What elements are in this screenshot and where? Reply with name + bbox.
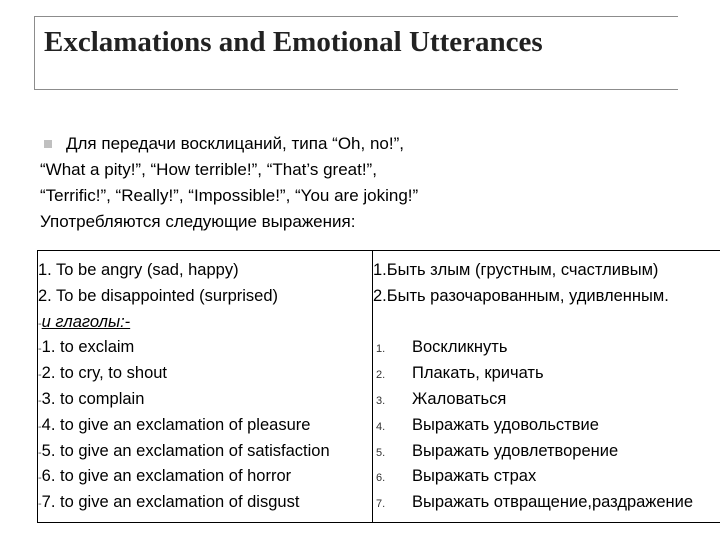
intro-text	[40, 131, 418, 235]
russian-verb-2	[373, 361, 720, 387]
english-verb-6	[38, 464, 372, 490]
english-verb-text: 7. to give an exclamation of disgust	[41, 493, 300, 512]
item-number: 6.	[376, 472, 386, 485]
russian-verb-text: Жаловаться	[412, 389, 507, 408]
english-verb-text: 1. to exclaim	[41, 338, 135, 357]
english-verb-text: 6. to give an exclamation of horror	[41, 467, 292, 486]
russian-verb-text: Выражать удовольствие	[412, 415, 599, 434]
item-number: 4.	[376, 420, 386, 433]
russian-verb-7	[373, 490, 720, 516]
english-column	[38, 251, 373, 523]
russian-verb-4	[373, 413, 720, 439]
title-underline	[34, 89, 678, 90]
intro-line-4: Употребляются следующие выражения:	[40, 212, 356, 231]
english-verb-text: 4. to give an exclamation of pleasure	[41, 415, 311, 434]
russian-adjective-1: 1.Быть злым (грустным, счастливым)	[373, 261, 659, 279]
spacer	[373, 310, 720, 336]
english-verb-7	[38, 490, 372, 516]
english-verb-5	[38, 439, 372, 465]
dash-icon: -	[38, 369, 42, 382]
english-verb-2	[38, 361, 372, 387]
english-verb-text: 5. to give an exclamation of satisfaction	[41, 441, 330, 460]
russian-verb-1	[373, 335, 720, 361]
item-number: 3.	[376, 394, 386, 407]
verbs-heading	[38, 310, 372, 336]
item-number: 2.	[376, 369, 386, 382]
english-verb-text: 3. to complain	[41, 389, 145, 408]
russian-column	[373, 251, 720, 523]
vocabulary-table	[37, 250, 720, 523]
russian-adjective-2: 2.Быть разочарованным, удивленным.	[373, 286, 669, 305]
dash-icon: -	[38, 343, 42, 356]
item-number: 7.	[376, 498, 386, 511]
intro-line-2: “What a pity!”, “How terrible!”, “That’s great!”,	[40, 160, 377, 179]
russian-verb-6	[373, 464, 720, 490]
english-adjective-1: 1. To be angry (sad, happy)	[38, 261, 239, 279]
item-number: 1.	[376, 343, 386, 356]
russian-verb-text: Выражать страх	[412, 467, 537, 486]
english-adjective-2: 2. To be disappointed (surprised)	[38, 286, 279, 305]
english-verb-3	[38, 387, 372, 413]
russian-verb-text: Плакать, кричать	[412, 364, 544, 383]
dash-icon: -	[38, 498, 42, 511]
dash-icon: -	[38, 472, 42, 485]
item-number: 5.	[376, 446, 386, 459]
dash-icon: -	[38, 420, 42, 433]
intro-line-1	[40, 131, 418, 157]
intro-lead: Для передачи восклицаний, типа “Oh, no!”,	[66, 134, 404, 153]
left-border-line	[34, 16, 35, 90]
english-verb-text: 2. to cry, to shout	[41, 364, 168, 383]
verbs-heading-text: и глаголы:-	[41, 312, 131, 331]
square-bullet-icon	[44, 140, 52, 148]
russian-verb-text: Выражать удовлетворение	[412, 441, 619, 460]
top-border-line	[34, 16, 678, 17]
dash-icon: -	[38, 317, 42, 330]
russian-verb-3	[373, 387, 720, 413]
russian-verb-5	[373, 439, 720, 465]
intro-line-3: “Terrific!”, “Really!”, “Impossible!”, “You are joking!”	[40, 186, 419, 205]
english-verb-1	[38, 335, 372, 361]
english-verb-4	[38, 413, 372, 439]
dash-icon: -	[38, 446, 42, 459]
russian-verb-text: Воскликнуть	[412, 338, 508, 357]
russian-verb-text: Выражать отвращение,раздражение	[412, 493, 694, 512]
dash-icon: -	[38, 394, 42, 407]
slide-title: Exclamations and Emotional Utterances	[44, 26, 543, 58]
